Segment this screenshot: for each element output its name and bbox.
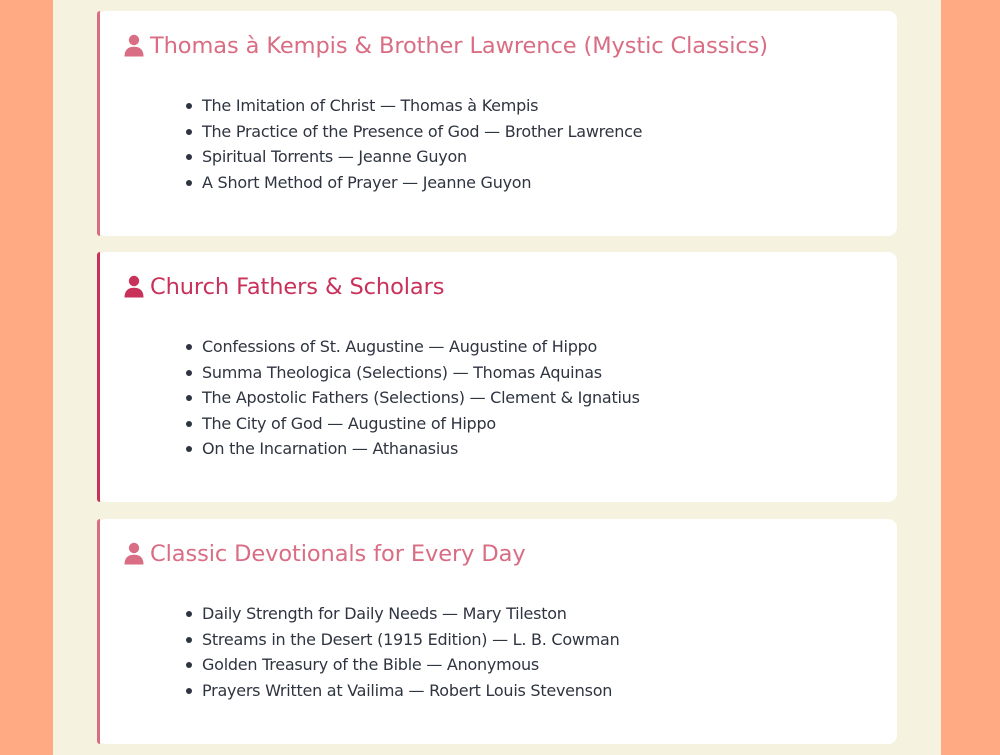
book-list (202, 93, 642, 195)
book-list (202, 601, 620, 703)
list-item: On the Incarnation — Athanasius (202, 436, 640, 462)
section-card-classic-devotionals (97, 519, 897, 744)
section-title: Thomas à Kempis & Brother Lawrence (Mystic Classics) (150, 33, 768, 59)
list-item: The Apostolic Fathers (Selections) — Clement & Ignatius (202, 385, 640, 411)
section-header (124, 541, 526, 567)
page-content (53, 0, 941, 755)
person-icon (124, 34, 144, 58)
list-item: Confessions of St. Augustine — Augustine of Hippo (202, 334, 640, 360)
list-item: Streams in the Desert (1915 Edition) — L. B. Cowman (202, 627, 620, 653)
section-card-mystic-classics (97, 11, 897, 236)
person-icon (124, 542, 144, 566)
list-item: Golden Treasury of the Bible — Anonymous (202, 652, 620, 678)
section-header (124, 33, 768, 59)
list-item: Daily Strength for Daily Needs — Mary Tileston (202, 601, 620, 627)
section-header (124, 274, 444, 300)
list-item: The City of God — Augustine of Hippo (202, 411, 640, 437)
book-list (202, 334, 640, 462)
list-item: A Short Method of Prayer — Jeanne Guyon (202, 170, 642, 196)
list-item: Prayers Written at Vailima — Robert Louis Stevenson (202, 678, 620, 704)
list-item: The Imitation of Christ — Thomas à Kempis (202, 93, 642, 119)
list-item: The Practice of the Presence of God — Brother Lawrence (202, 119, 642, 145)
list-item: Summa Theologica (Selections) — Thomas Aquinas (202, 360, 640, 386)
list-item: Spiritual Torrents — Jeanne Guyon (202, 144, 642, 170)
person-icon (124, 275, 144, 299)
section-card-church-fathers (97, 252, 897, 502)
section-title: Classic Devotionals for Every Day (150, 541, 526, 567)
section-title: Church Fathers & Scholars (150, 274, 445, 300)
